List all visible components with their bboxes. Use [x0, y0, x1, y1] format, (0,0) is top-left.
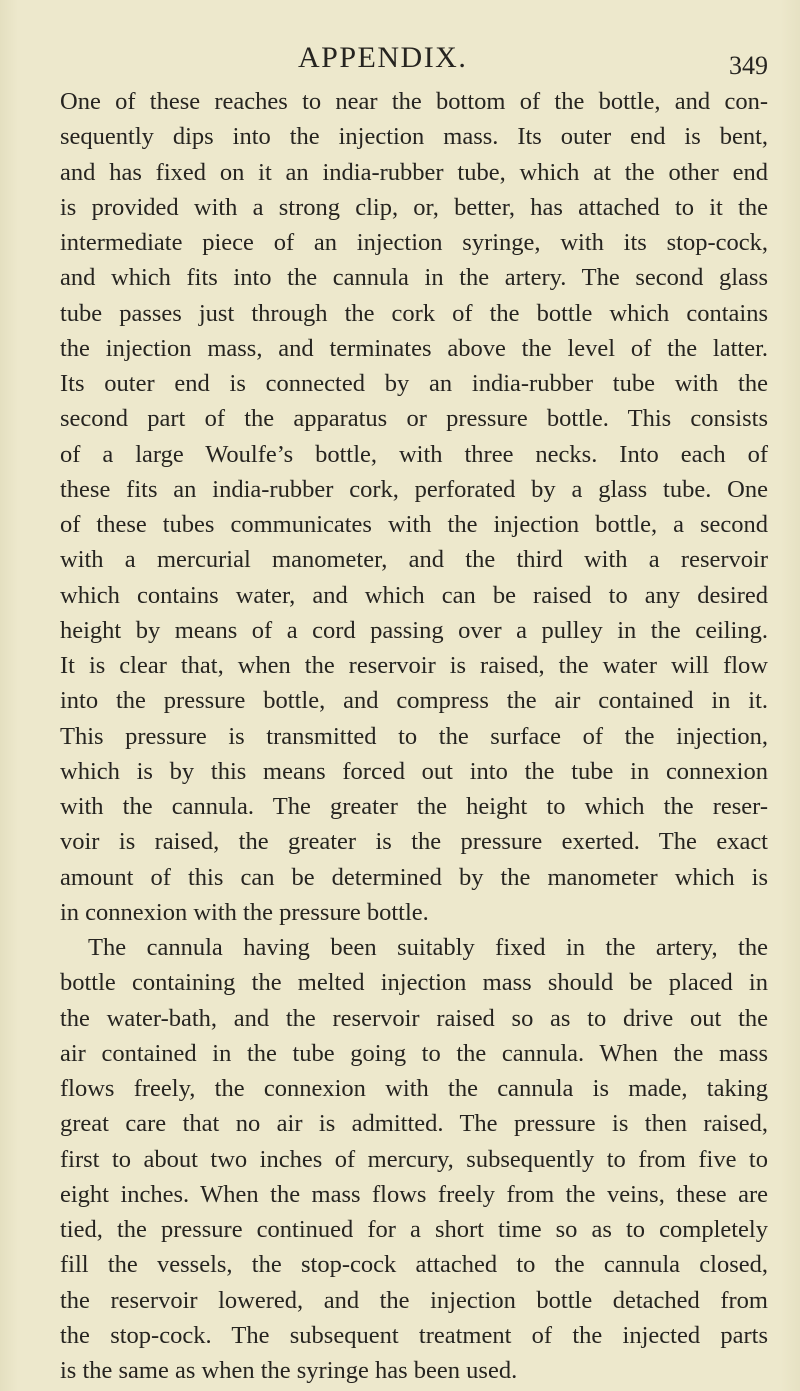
text-line: sequently dips into the injection mass. Its outer end is bent, — [60, 123, 768, 151]
text-line: in connexion with the pressure bottle. — [60, 898, 429, 926]
text-line: fill the vessels, the stop-cock attached to the cannula closed, — [60, 1251, 768, 1279]
text-line: eight inches. When the mass flows freely from the veins, these are — [60, 1180, 768, 1208]
text-line: into the pressure bottle, and compress the air contained in it. — [60, 687, 768, 715]
text-line: the water-bath, and the reservoir raised so as to drive out the — [60, 1004, 768, 1032]
page-header — [60, 38, 768, 78]
text-line: amount of this can be determined by the manometer which is — [60, 863, 768, 891]
text-line: This pressure is transmitted to the surface of the injection, — [60, 722, 768, 750]
text-line: air contained in the tube going to the cannula. When the mass — [60, 1039, 768, 1067]
text-line: of a large Woulfe’s bottle, with three necks. Into each of — [60, 440, 768, 468]
text-line: is provided with a strong clip, or, better, has attached to it the — [60, 193, 768, 221]
text-line: bottle containing the melted injection mass should be placed in — [60, 969, 768, 997]
text-line: which contains water, and which can be raised to any desired — [60, 581, 768, 609]
text-line: intermediate piece of an injection syringe, with its stop-cock, — [60, 229, 768, 256]
text-line: second part of the apparatus or pressure bottle. This consists — [60, 405, 768, 433]
text-line: and which fits into the cannula in the artery. The second glass — [60, 264, 768, 292]
text-line: these fits an india-rubber cork, perforated by a glass tube. One — [60, 475, 768, 503]
text-line: voir is raised, the greater is the pressure exerted. The exact — [60, 828, 768, 856]
text-line: the stop-cock. The subsequent treatment of the injected parts — [60, 1321, 768, 1349]
text-line: One of these reaches to near the bottom of the bottle, and con- — [60, 88, 768, 115]
text-line: flows freely, the connexion with the cannula is made, taking — [60, 1075, 768, 1102]
text-line: with a mercurial manometer, and the third with a reservoir — [60, 546, 768, 574]
text-line: tied, the pressure continued for a short time so as to completely — [60, 1216, 768, 1243]
text-line: height by means of a cord passing over a pulley in the ceiling. — [60, 616, 768, 644]
text-line: which is by this means forced out into the tube in connexion — [60, 757, 768, 785]
running-head: APPENDIX. — [298, 41, 468, 74]
body-text — [60, 84, 768, 1388]
text-line: and has fixed on it an india-rubber tube, which at the other end — [60, 158, 768, 186]
text-line: of these tubes communicates with the injection bottle, a second — [60, 511, 768, 538]
text-line: tube passes just through the cork of the bottle which contains — [60, 299, 768, 327]
text-line: Its outer end is connected by an india-rubber tube with the — [60, 370, 768, 397]
text-line: with the cannula. The greater the height to which the reser- — [60, 793, 768, 820]
text-line: The cannula having been suitably fixed in the artery, the — [88, 934, 768, 961]
text-line: the reservoir lowered, and the injection bottle detached from — [60, 1286, 768, 1314]
text-line: first to about two inches of mercury, subsequently to from five to — [60, 1145, 768, 1173]
text-line: It is clear that, when the reservoir is raised, the water will flow — [60, 652, 768, 679]
text-line: the injection mass, and terminates above the level of the latter. — [60, 334, 768, 362]
text-line: is the same as when the syringe has been used. — [60, 1357, 518, 1384]
text-line: great care that no air is admitted. The pressure is then raised, — [60, 1110, 768, 1138]
page-number: 349 — [729, 51, 768, 80]
